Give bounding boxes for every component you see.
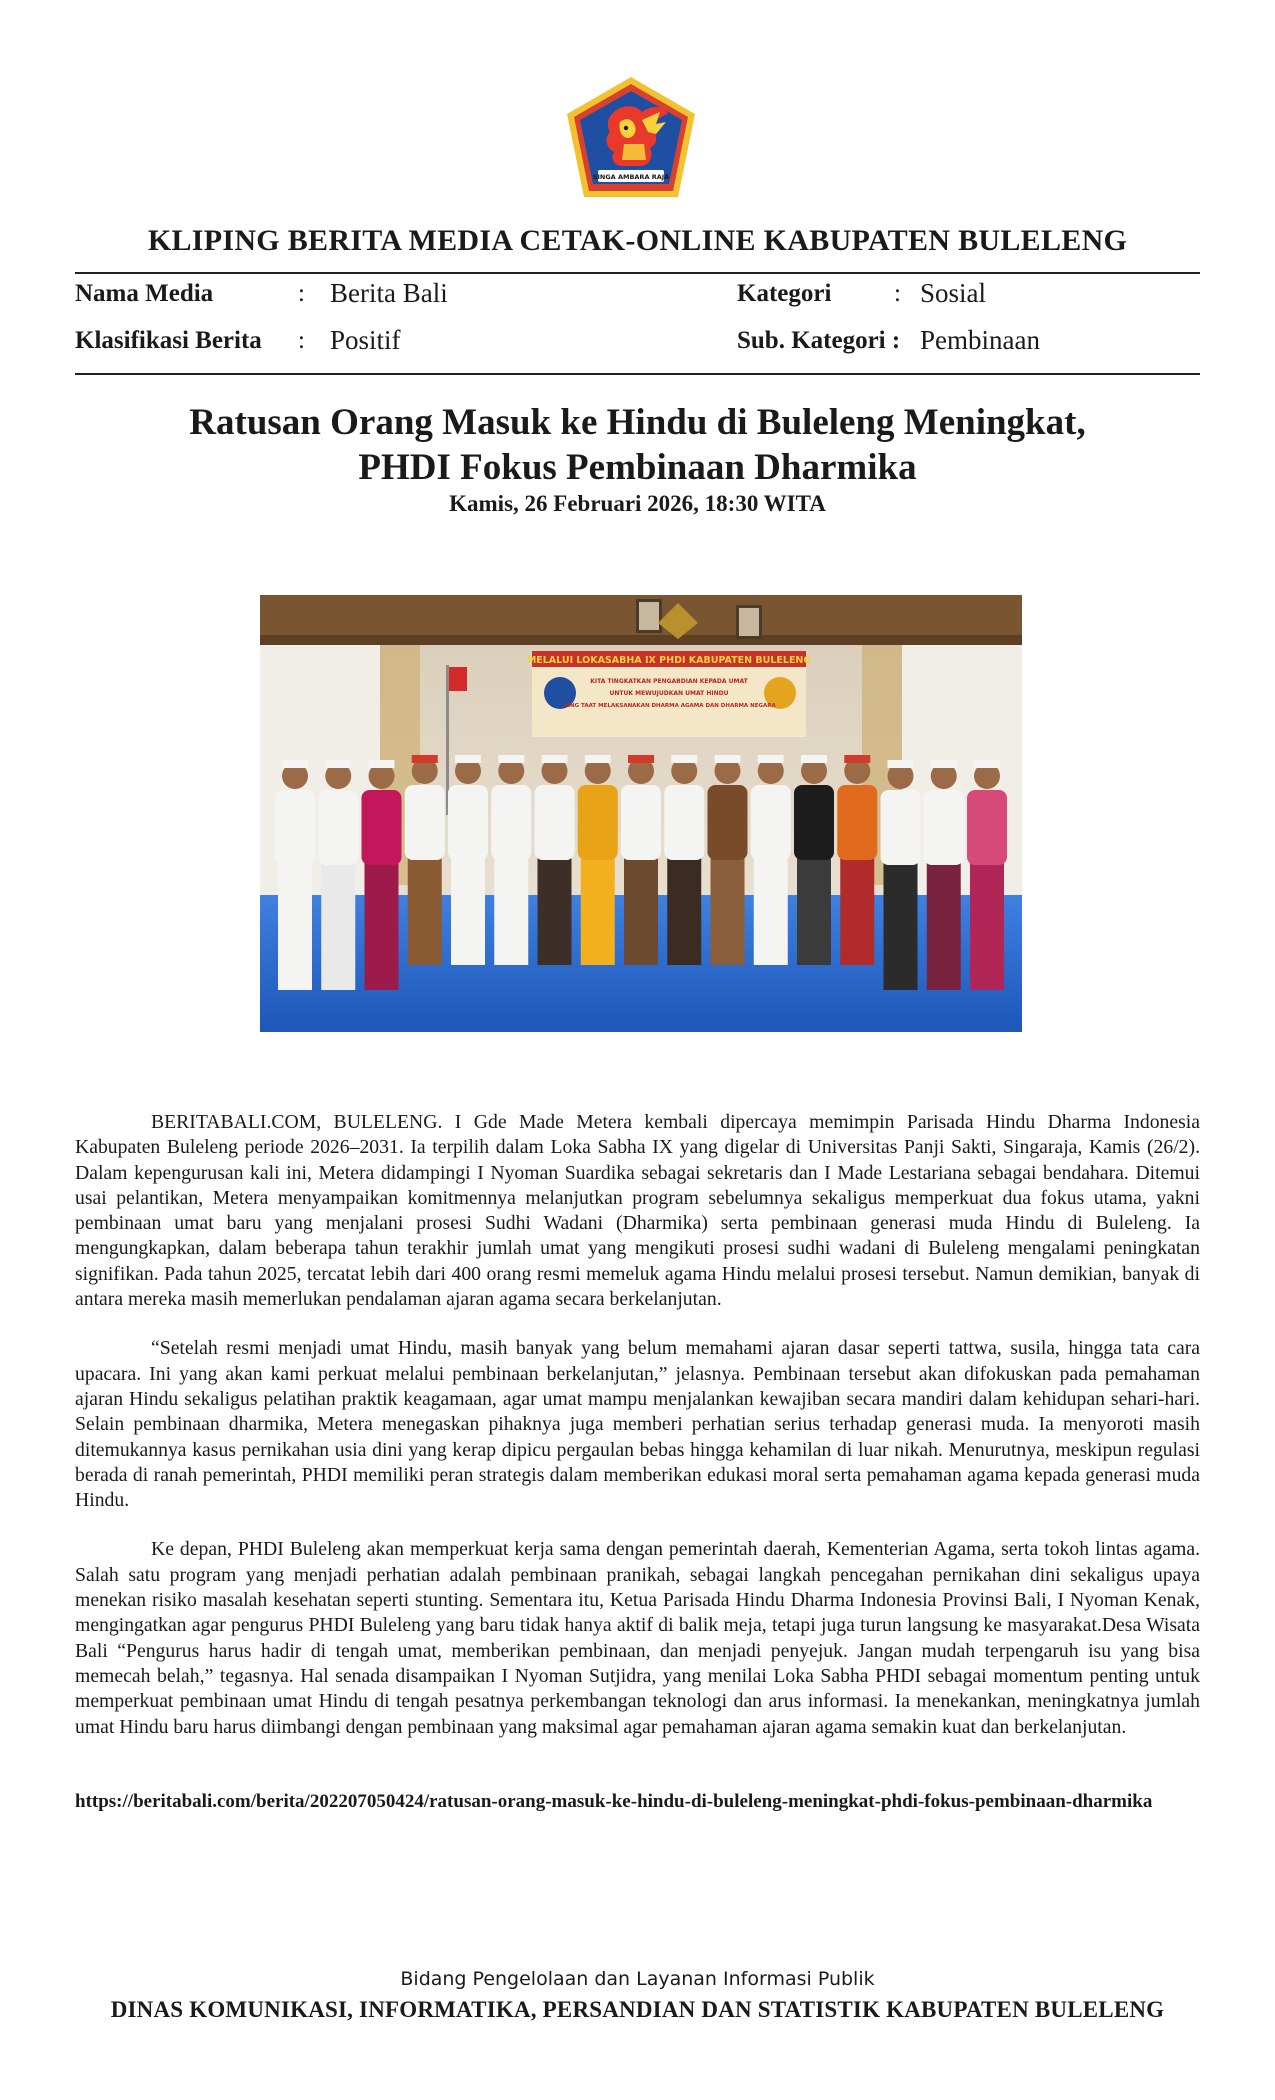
- article-paragraph: BERITABALI.COM, BULELENG. I Gde Made Metera kembali dipercaya memimpin Parisada Hindu Dharma Indonesia Kabupaten Buleleng periode 2026–2031. Ia terpilih dalam Loka Sabha IX yang digelar di Universitas Panji Sakti, Singaraja, Kamis (26/2). Dalam kepengurusan kali ini, Metera didampingi I Nyoman Suardika sebagai sekretaris dan I Made Lestariana sebagai bendahara. Ditemui usai pelantikan, Metera menyampaikan komitmennya melanjutkan program sebelumnya sekaligus memperkuat dua fokus utama, yakni pembinaan umat baru yang menjalani prosesi Sudhi Wadani (Dharmika) serta pembinaan generasi muda Hindu di Buleleng. Ia mengungkapkan, dalam beberapa tahun terakhir jumlah umat yang mengikuti prosesi sudhi wadani di Buleleng mengalami peningkatan signifikan. Pada tahun 2025, tercatat lebih dari 400 orang resmi memeluk agama Hindu melalui prosesi tersebut. Namun demikian, banyak di antara mereka masih memerlukan pendalaman ajaran agama secara berkelanjutan.: [75, 1111, 1200, 1311]
- photo-person: [362, 760, 402, 990]
- photo-person: [275, 760, 315, 990]
- photo-person: [837, 755, 877, 965]
- kategori-value: Sosial: [920, 278, 987, 308]
- kategori-label: Kategori: [737, 280, 832, 307]
- klasifikasi-value: Positif: [330, 325, 401, 355]
- photo-person: [751, 755, 791, 965]
- top-divider: [75, 272, 1200, 274]
- photo-banner-line-1: MELALUI LOKASABHA IX PHDI KABUPATEN BULELENG: [526, 655, 812, 666]
- subkategori-value: Pembinaan: [920, 325, 1040, 355]
- photo-person: [967, 760, 1007, 990]
- klasifikasi-label: Klasifikasi Berita: [75, 327, 262, 354]
- photo-person: [794, 755, 834, 965]
- photo-person: [535, 755, 575, 965]
- article-paragraph: “Setelah resmi menjadi umat Hindu, masih banyak yang belum memahami ajaran dasar seperti tattwa, susila, hingga tata cara upacara. Ini yang akan kami perkuat melalui pembinaan berkelanjutan,” jelasnya. Pembinaan tersebut akan difokuskan pada pemahaman ajaran Hindu sekaligus pelatihan praktik keagamaan, agar umat mampu menjalankan kewajiban secara mandiri dalam kehidupan sehari-hari. Selain pembinaan dharmika, Metera menegaskan pihaknya juga memberi perhatian serius terhadap generasi muda. Ia menyoroti masih ditemukannya kasus pernikahan usia dini yang kerap dipicu pergaulan bebas hingga kehamilan di luar nikah. Menurutnya, meskipun regulasi berada di ranah pemerintah, PHDI memiliki peran strategis dalam memberikan edukasi moral serta pemahaman agama kepada generasi muda Hindu.: [75, 1337, 1200, 1512]
- headline-line-1: Ratusan Orang Masuk ke Hindu di Buleleng Meningkat,: [189, 402, 1086, 443]
- kategori-colon: :: [894, 280, 901, 307]
- klasifikasi-colon: :: [298, 327, 305, 354]
- photo-person: [924, 760, 964, 990]
- photo-person: [318, 760, 358, 990]
- article-body: [75, 1110, 1200, 1764]
- photo-person: [405, 755, 445, 965]
- photo-banner-line-3: UNTUK MEWUJUDKAN UMAT HINDU: [609, 690, 729, 697]
- singa-ambara-raja-logo: [564, 74, 698, 200]
- photo-banner-line-4: YANG TAAT MELAKSANAKAN DHARMA AGAMA DAN DHARMA NEGARA: [562, 703, 776, 709]
- photo-person: [664, 755, 704, 965]
- document-title: KLIPING BERITA MEDIA CETAK-ONLINE KABUPATEN BULELENG: [147, 224, 1128, 257]
- source-link[interactable]: https://beritabali.com/berita/202207050424/ratusan-orang-masuk-ke-hindu-di-buleleng-meningkat-phdi-fokus-pembinaan-dharmika: [75, 1791, 1153, 1812]
- photo-person: [708, 755, 748, 965]
- logo-text: SINGA AMBARA RAJA: [592, 173, 670, 181]
- photo-person: [448, 755, 488, 965]
- article-dateline: Kamis, 26 Februari 2026, 18:30 WITA: [449, 491, 826, 516]
- article-paragraph: Ke depan, PHDI Buleleng akan memperkuat kerja sama dengan pemerintah daerah, Kementerian Agama, serta tokoh lintas agama. Salah satu program yang menjadi perhatian adalah pembinaan pranikah, sebagai langkah pencegahan pernikahan dini sekaligus upaya menekan risiko masalah kesehatan seperti stunting. Sementara itu, Ketua Parisada Hindu Dharma Indonesia Provinsi Bali, I Nyoman Kenak, mengingatkan agar pengurus PHDI Buleleng yang baru tidak hanya aktif di balik meja, tetapi juga turun langsung ke masyarakat.Desa Wisata Bali “Pengurus harus hadir di tengah umat, memberikan pembinaan, dan menjadi penyejuk. Jangan mudah terpengaruh isu yang bisa memecah belah,” tegasnya. Hal senada disampaikan I Nyoman Sutjidra, yang menilai Loka Sabha PHDI sebagai momentum penting untuk memperkuat pembinaan umat Hindu di tengah pesatnya perkembangan teknologi dan arus informasi. Ia menekankan, meningkatnya jumlah umat Hindu baru harus diimbangi dengan pembinaan yang maksimal agar pemahaman ajaran agama semakin kuat dan berkelanjutan.: [75, 1538, 1200, 1738]
- subkategori-label: Sub. Kategori :: [737, 327, 901, 354]
- media-value: Berita Bali: [330, 278, 448, 308]
- media-colon: :: [298, 280, 305, 307]
- article-photo: [260, 595, 1022, 1032]
- media-label: Nama Media: [75, 280, 214, 307]
- photo-person: [621, 755, 661, 965]
- photo-banner-line-2: KITA TINGKATKAN PENGABDIAN KEPADA UMAT: [590, 678, 748, 685]
- photo-person: [578, 755, 618, 965]
- footer-department: Bidang Pengelolaan dan Layanan Informasi Publik: [400, 1968, 875, 1990]
- headline-line-2: PHDI Fokus Pembinaan Dharmika: [358, 447, 917, 488]
- photo-person: [881, 760, 921, 990]
- footer-agency: DINAS KOMUNIKASI, INFORMATIKA, PERSANDIAN DAN STATISTIK KABUPATEN BULELENG: [110, 1997, 1165, 2022]
- bottom-divider: [75, 373, 1200, 375]
- article-headline: [75, 400, 1200, 490]
- photo-person: [491, 755, 531, 965]
